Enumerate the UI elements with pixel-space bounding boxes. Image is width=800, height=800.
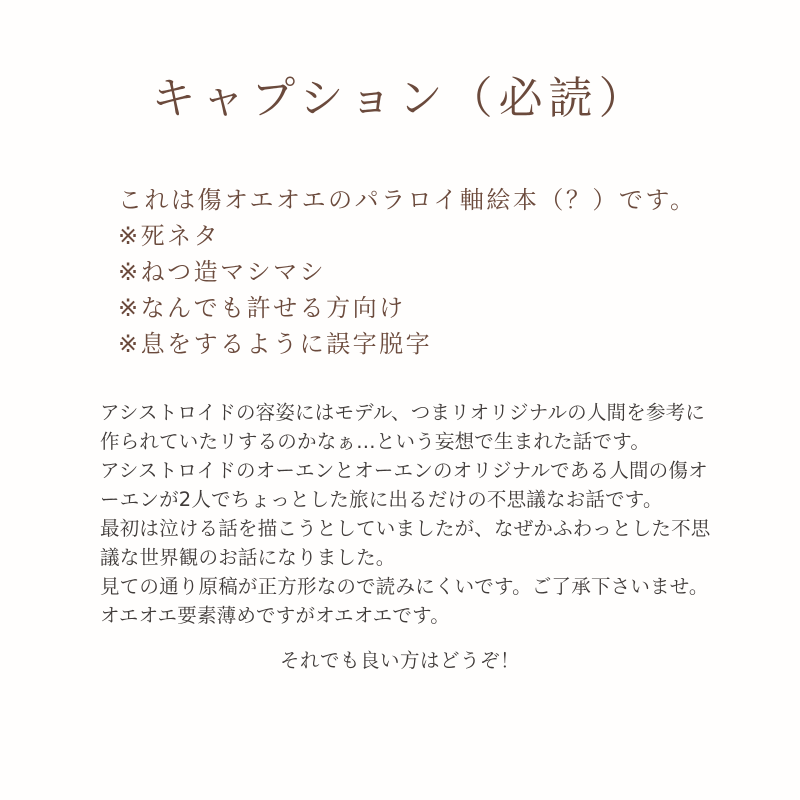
page-title: キャプション（必読） [151,73,649,124]
body-paragraph: 見ての通り原稿が正方形なので読みにくいです。ご了承下さいませ。 [100,575,709,598]
body-paragraph: オエオエ要素薄めですがオエオエです。 [100,604,450,627]
notes-line: ※死ネタ [118,222,221,250]
body-paragraph: アシストロイドの容姿にはモデル、つまリオリジナルの人間を参考に作られていたリするのかなぁ…という妄想で生まれた話です。 [100,401,706,453]
body-paragraph: アシストロイドのオーエンとオーエンのオリジナルである人間の傷オーエンが2人でちょっとした旅に出るだけの不思議なお話です。 [100,459,708,511]
body-text [100,398,720,630]
notes-line: ※なんでも許せる方向け [118,294,406,322]
notes-list [118,182,718,362]
notes-line: これは傷オエオエのパラロイ軸絵本（？）です。 [118,186,697,214]
closing-line: それでも良い方はどうぞ！ [279,649,520,672]
body-paragraph: 最初は泣ける話を描こうとしていましたが、なぜかふわっとした不思議な世界観のお話になりました。 [100,517,711,569]
notes-line: ※ねつ造マシマシ [118,258,327,286]
notes-line: ※息をするように誤字脱字 [118,330,433,358]
